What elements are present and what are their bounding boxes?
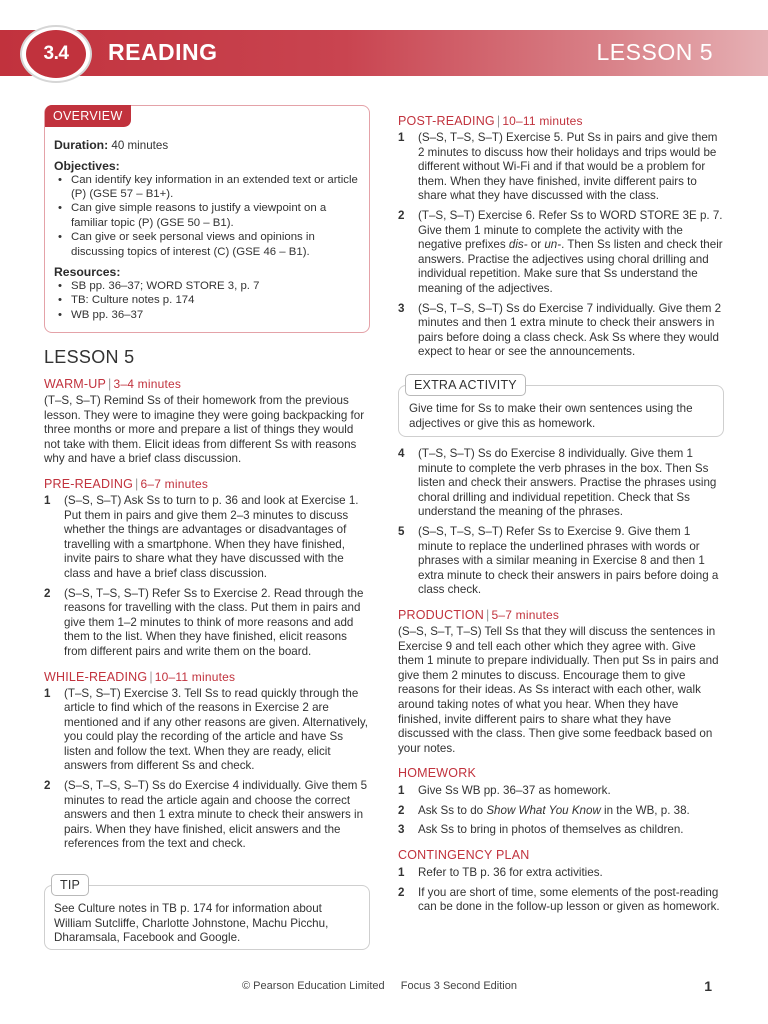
homework-heading: HOMEWORK xyxy=(398,766,476,781)
whilereading-item xyxy=(44,687,370,775)
production-heading: PRODUCTION | 5–7 minutes xyxy=(398,607,560,622)
lesson-heading: LESSON 5 xyxy=(44,347,135,367)
postreading-item xyxy=(398,525,724,598)
item-text-part: Ask Ss to do xyxy=(418,803,487,817)
item-text: (S–S, T–S, S–T) Refer Ss to Exercise 2. Read through the reasons for travelling with the class. Put them in pairs and give them 1–2 minutes to think of more reasons and add them to the list. When they have finished, elicit reasons from different pairs and write them on the board. xyxy=(64,586,364,658)
postreading-time: 10–11 minutes xyxy=(502,114,583,128)
item-number: 1 xyxy=(398,866,405,880)
duration-line xyxy=(54,138,359,154)
warmup-heading: WARM-UP | 3–4 minutes xyxy=(44,377,182,391)
resource-item: • SB pp. 36–37; WORD STORE 3, p. 7 xyxy=(54,279,359,293)
resource-item: • TB: Culture notes p. 174 xyxy=(54,293,359,307)
lesson-label: LESSON 5 xyxy=(596,39,713,65)
prereading-time: 6–7 minutes xyxy=(140,476,209,491)
production-text: (S–S, S–T, T–S) Tell Ss that they will discuss the sentences in Exercise 9 and tell each other which they agree with. Give them 1 minute to prepare individually. Then put Ss in pairs and give them 2 minutes to discuss. Encourage them to give reasons for their ideas. As Ss interact with each other, walk around taking notes of what you hear. When they have finished, invite different pairs to share what they have discussed with the class. Then give some feedback based on your notes. xyxy=(398,624,719,755)
item-number: 5 xyxy=(398,524,405,538)
item-text: (S–S, T–S, S–T) Ss do Exercise 7 individually. Give them 2 minutes and then 1 extra minute to check their answers in pairs before doing a class check. Ask Ss where they would expect to hear or see the announcements. xyxy=(418,301,722,359)
homework-item xyxy=(398,804,724,819)
whilereading-heading: WHILE-READING | 10–11 minutes xyxy=(44,669,236,684)
objectives-label: Objectives: xyxy=(54,158,120,173)
item-number: 1 xyxy=(44,686,51,700)
warmup-text: (T–S, S–T) Remind Ss of their homework from the previous lesson. They were to imagine they were going backpacking for three months or more and prepare a list of things they would not take with them. Elicit ideas from different Ss with reasons why and have a brief class discussion. xyxy=(44,394,365,466)
postreading-item xyxy=(398,209,724,297)
postreading-item xyxy=(398,447,724,520)
item-text: (S–S, T–S, S–T) Refer Ss to Exercise 9. Give them 1 minute to replace the underlined phrases with words or phrases with a similar meaning in Exercise 8 and then 1 extra minute to check their answers in pairs before doing a class check. xyxy=(418,524,719,597)
tip-text: See Culture notes in TB p. 174 for information about William Sutcliffe, Charlotte Johnstone, Machu Picchu, Dharamsala, Facebook and Google. xyxy=(54,902,329,945)
item-number: 1 xyxy=(398,131,405,144)
copyright: © Pearson Education Limited xyxy=(242,980,385,992)
duration-value: 40 minutes xyxy=(111,139,169,152)
item-number: 2 xyxy=(398,885,405,899)
resource-item: • WB pp. 36–37 xyxy=(54,308,359,322)
item-number: 2 xyxy=(398,803,405,817)
item-text: (S–S, T–S, S–T) Exercise 5. Put Ss in pairs and give them 2 minutes to discuss how their holidays and trips would be different without Wi-Fi and if that would be a problem for them. When they have finished, invite different pairs to share what they have discussed with the class. xyxy=(418,131,718,203)
item-text: If you are short of time, some elements of the post-reading can be done in the follow-up lesson or given as homework. xyxy=(418,885,720,914)
item-text-part: or xyxy=(527,238,545,252)
objective-item: • Can give or seek personal views and opinions in discussing topics of interest (C) (GSE 46 – B1). xyxy=(54,230,359,259)
item-text xyxy=(418,804,690,817)
postreading-title: POST-READING xyxy=(398,114,495,128)
resources-label: Resources: xyxy=(54,265,121,280)
item-number: 1 xyxy=(398,784,405,798)
tip-box xyxy=(44,878,370,950)
workbook-section-title: Show What You Know xyxy=(486,803,601,817)
homework-item xyxy=(398,823,724,838)
whilereading-item xyxy=(44,779,370,852)
left-column xyxy=(44,377,370,852)
item-number: 2 xyxy=(398,208,405,222)
item-text: (T–S, S–T) Exercise 3. Tell Ss to read quickly through the article to find which of the reasons in Exercise 2 are mentioned and if any other reasons are given. Alternatively, you could play the recording of the article and have Ss listen and follow the text. When they are ready, elicit answers from different Ss and check. xyxy=(64,686,368,773)
item-text: (S–S, T–S, S–T) Ss do Exercise 4 individually. Give them 5 minutes to read the article again and choose the correct answers and then 1 extra minute to check their answers in pairs. When they have finished, elicit answers and the references from the text and check. xyxy=(64,779,368,851)
prereading-heading: PRE-READING | 6–7 minutes xyxy=(44,476,209,491)
overview-box xyxy=(44,105,370,333)
warmup-time: 3–4 minutes xyxy=(113,377,182,391)
item-number: 4 xyxy=(398,447,405,460)
objective-item: • Can identify key information in an extended text or article (P) (GSE 57 – B1+). xyxy=(54,173,359,202)
postreading-item xyxy=(398,131,724,204)
item-text: (S–S, S–T) Ask Ss to turn to p. 36 and look at Exercise 1. Put them in pairs and give them 2–3 minutes to discuss whether the things are advantages or disadvantages of travelling with a smartphone. When they have finished, invite pairs to share what they have discussed with the class and have a brief class discussion. xyxy=(64,493,359,580)
footer xyxy=(242,980,517,992)
right-column xyxy=(398,114,724,360)
item-number: 2 xyxy=(44,586,51,600)
whilereading-time: 10–11 minutes xyxy=(154,669,236,684)
item-text xyxy=(418,209,723,295)
tip-tab: TIP xyxy=(51,874,89,896)
postreading-heading: POST-READING | 10–11 minutes xyxy=(398,114,583,128)
overview-tab: OVERVIEW xyxy=(45,105,131,127)
item-number: 3 xyxy=(398,301,405,315)
prereading-item xyxy=(44,494,370,582)
page-number: 1 xyxy=(704,978,712,994)
section-title: READING xyxy=(108,39,218,65)
right-column-lower xyxy=(398,447,724,915)
item-text-part: (T–S, S–T) Exercise 6. Refer Ss to WORD STORE 3E p. 7. Give them 1 minute to complete the activity with the negative prefixes xyxy=(418,208,723,252)
objectives-list xyxy=(54,173,359,259)
section-badge xyxy=(20,25,92,83)
item-text: Ask Ss to bring in photos of themselves as children. xyxy=(418,823,684,837)
contingency-item xyxy=(398,886,724,915)
prefix-un: un- xyxy=(544,238,562,252)
warmup-title: WARM-UP xyxy=(44,377,107,391)
whilereading-title: WHILE-READING xyxy=(44,669,148,684)
item-text: (T–S, S–T) Ss do Exercise 8 individually. Give them 1 minute to complete the verb phrases in the box. Then Ss listen and check their answers. Practise the phrases using choral drilling and individual repetition. Check that Ss understand the meaning of the phrases. xyxy=(418,447,717,519)
duration-label: Duration: xyxy=(54,138,109,152)
objective-item: • Can give simple reasons to justify a viewpoint on a familiar topic (P) (GSE 50 – B1). xyxy=(54,201,359,230)
homework-item xyxy=(398,784,724,799)
item-number: 2 xyxy=(44,779,51,793)
contingency-item xyxy=(398,866,724,881)
contingency-heading: CONTINGENCY PLAN xyxy=(398,848,530,863)
production-time: 5–7 minutes xyxy=(491,607,560,622)
item-number: 3 xyxy=(398,823,405,837)
extra-activity-tab: EXTRA ACTIVITY xyxy=(405,374,526,396)
section-number: 3.4 xyxy=(26,30,86,78)
extra-activity-text: Give time for Ss to make their own sentences using the adjectives or give this as homework. xyxy=(409,402,693,430)
prereading-item xyxy=(44,587,370,660)
item-number: 1 xyxy=(44,493,51,507)
resources-list xyxy=(54,279,359,322)
extra-activity-box xyxy=(398,378,724,437)
prefix-dis: dis- xyxy=(508,238,528,252)
edition: Focus 3 Second Edition xyxy=(400,980,517,992)
prereading-title: PRE-READING xyxy=(44,476,134,491)
item-text: Give Ss WB pp. 36–37 as homework. xyxy=(418,784,611,798)
item-text: Refer to TB p. 36 for extra activities. xyxy=(418,866,603,880)
item-text-part: in the WB, p. 38. xyxy=(600,803,690,817)
postreading-item xyxy=(398,302,724,360)
item-text-part: . Then Ss listen and check their answers. Practise the adjectives using choral drilling and individual repetition. Make sure that Ss understand the meaning of the adjectives. xyxy=(418,238,723,295)
production-title: PRODUCTION xyxy=(398,607,485,622)
